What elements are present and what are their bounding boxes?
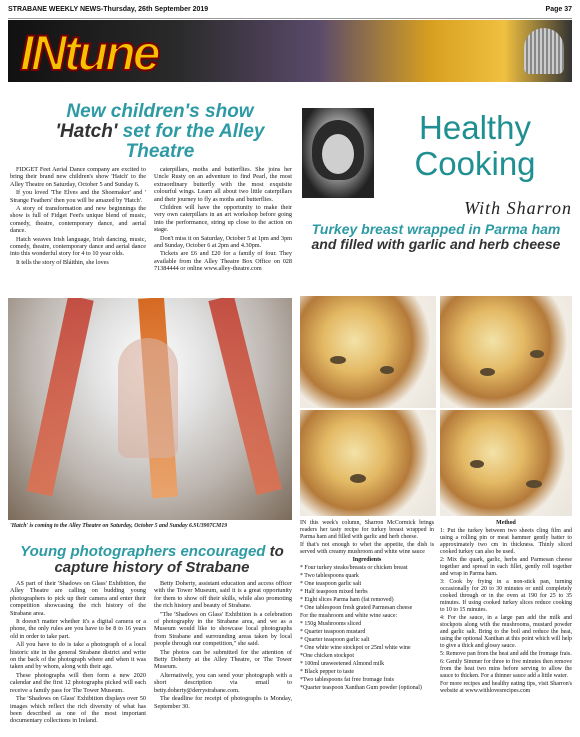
hatch-photo-caption: 'Hatch' is coming to the Alley Theatre on Saturday, October 5 and Sunday 6.SU3907CM19 xyxy=(10,523,228,529)
header-page-number: Page 37 xyxy=(545,6,572,13)
intune-logo-text: INtune xyxy=(20,25,158,81)
recipe-photo-2 xyxy=(440,296,572,408)
photographers-column-2: Betty Doherty, assistant education and access officer with the Tower Museum, said it is a great opportunity for them to show off their skills, while also promoting the rich history and beauty of Strabane. "The 'Shadows on Glass' Exhibition is a celebration of photography in the Strabane area, and we as a Museum would like to showcase local photographs from Strabane and surrounding areas taken by local people through our competition," she said. The photos can be submitted for the attention of Betty Doherty at the Alley Theatre, or The Tower Museum. Alternatively, you can send your photograph with a short description via email to betty.doherty@derrystrabane.com. The deadline for receipt of photographs is Monday, September 30. xyxy=(154,580,292,710)
recipe-headline: Turkey breast wrapped in Parma ham and filled with garlic and herb cheese xyxy=(311,221,561,252)
photographers-headline: Young photographers encouraged to capture history of Strabane xyxy=(20,543,284,576)
healthy-cooking-title: Healthy Cooking xyxy=(414,109,536,182)
hatch-headline-quote: 'Hatch' xyxy=(55,121,118,142)
header-publication: STRABANE WEEKLY NEWS-Thursday, 26th September 2019 xyxy=(8,6,209,13)
method-heading: Method xyxy=(496,520,516,526)
recipe-photo-4 xyxy=(440,410,572,516)
intune-masthead xyxy=(8,20,572,82)
recipe-column-1: IN this week's column, Sharron McCormick brings readers her tasty recipe for turkey breast wrapped in Parma ham and filled with garlic and herb cheese. If that's not enough to whet the appetite, the dish is served with creamy mushroom and white wine sauce Ingredients * Four turkey steaks/breasts or chicken breast * Two tablespoons quark * One teaspoon garlic salt * Half teaspoon mixed herbs * Eight slices Parma ham (fat removed) * One tablespoon fresh grated Parmesan cheese For the mushroom and white wine sauce: * 150g Mushrooms sliced * Quarter teaspoon mustard * Quarter teaspoon garlic salt * One white wine stockpot or 25ml white wine *One chicken stockpot * 100ml unsweetened Almond milk * Black pepper to taste *Two tablespoons fat free fromage frais *Quarter teaspoon Xanthan Gum powder (optional) xyxy=(300,520,434,691)
hatch-headline xyxy=(26,102,294,162)
ingredients-heading: Ingredients xyxy=(352,557,382,563)
recipe-photo-1 xyxy=(300,296,436,408)
intune-logo xyxy=(16,22,216,82)
page-header xyxy=(8,6,572,19)
recipe-column-2: Method 1: Put the turkey between two sheets cling film and using a rolling pin or meat hammer gently batter to approximately two cm in thickness. Thinly sliced cooked turkey can also be used. 2: Mix the quark, garlic, herbs and Parmesan cheese together and spread in each fillet, gently roll together and wrap in Parma ham. 3: Cook by frying in a non-stick pan, turning occasionally for 20 to 30 minutes or until completely cooked through or in the oven at 190 for 25 to 35 minutes. If using cooked turkey slices reduce cooking to 10 to 15 minutes. 4: For the sauce, in a large pan add the milk and stockpots along with the mushrooms, mustard powder and garlic salt. Bring to the boil and reduce the heat, using the optional Xanthan at this point which will help to give a thick and glossy sauce. 5: Remove pan from the heat and add the fromage frais. 6: Gently Simmer for three to five minutes then remove from the heat two mins before serving to allow the sauce to thicken. For a thinner sauce add a little water. For more recipes and healthy eating tips, visit Sharron's website at www.withlovesrecipes.com xyxy=(440,520,572,694)
hatch-photo xyxy=(8,298,292,520)
microphone-icon xyxy=(524,28,564,74)
sharron-portrait xyxy=(302,108,374,198)
photographers-column-1: AS part of their 'Shadows on Glass' Exhibition, the Alley Theatre are calling on budding young photographers to pick up their camera and enter their competition showcasing the rich history of the Strabane area. It doesn't matter whether it's a digital camera or a phone, the only rules are you have to be 8 to 16 years old in order to take part. All you have to do is take a photograph of a local historic site in the general Strabane district and write on the back of the photograph where and when it was taken and by whom, along with their age. These photographs will then form a new 2020 calendar and the first 12 photographs picked will each receive a family pass for The Tower Museum. The 'Shadows on Glass' Exhibition displays over 50 images which reflect the rich diversity of what has been described as one of the most important documentary collections in Ireland. xyxy=(10,580,146,725)
hatch-column-1: FIDGET Feet Aerial Dance company are excited to bring their brand new children's show 'Hatch' to the Alley Theatre on Saturday, October 5 and Sunday 6. If you loved 'The Elves and the Shoemaker' and ' Strange Feathers' then you will be amazed by 'Hatch'. A story of transformation and new beginnings the show is full of Fidget Feet's unique blend of music, comedy, theatre, contemporary dance, and aerial dance. Hatch weaves Irish language, Irish dancing, music, comedy, theatre, contemporary dance and aerial dance into this wonderful story for 4 to 10 year olds. It tells the story of Bláithin, she loves xyxy=(10,166,146,266)
intune-logo-art xyxy=(16,22,216,82)
hatch-column-2: caterpillars, moths and butterflies. She joins her Uncle Rusty on an adventure to find Pearl, the most extraordinary butterfly with the most exquisite colourful wings. Learn all about two little caterpillars and their journey to fly as moths and butterflies. Children will have the opportunity to make their very own caterpillars in an art workshop before going into the performance, string up close to the action on stage. Don't miss it on Saturday, October 5 at 1pm and 3pm and Sunday, October 6 at 2pm and 4.30pm. Tickets are £6 and £20 for a family of four. They available from the Alley Theatre Box Office on 028 71384444 or online www.alley-theatre.com xyxy=(154,166,292,273)
hatch-headline-part1: New children's show xyxy=(66,101,254,122)
recipe-photo-3 xyxy=(300,410,436,516)
hatch-headline-part2: set for the Alley Theatre xyxy=(122,121,265,162)
with-sharron-byline: With Sharron xyxy=(464,198,572,218)
